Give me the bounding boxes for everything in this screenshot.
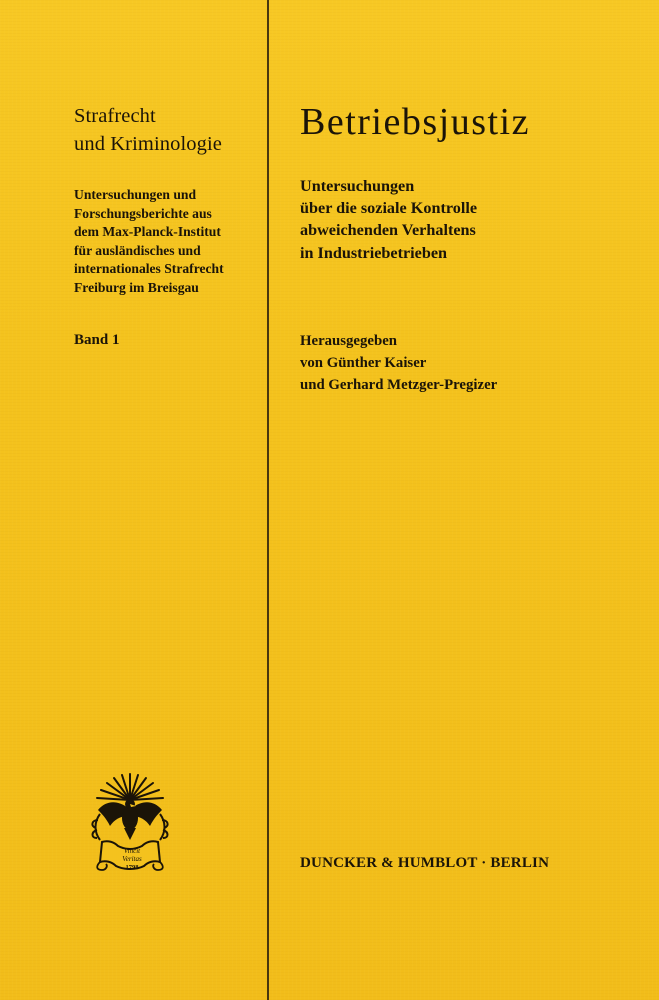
subtitle-line: in Industriebetrieben xyxy=(300,243,448,262)
banner-text: Vincit xyxy=(123,847,141,855)
series-description-line: dem Max-Planck-Institut xyxy=(74,224,221,240)
subtitle-line: abweichenden Verhaltens xyxy=(300,221,476,240)
publisher-imprint: DUNCKER & HUMBLOT · BERLIN xyxy=(300,855,550,871)
series-description-line: Freiburg im Breisgau xyxy=(74,279,199,295)
editor-line: von Günther Kaiser xyxy=(300,354,427,371)
banner-text: Veritas xyxy=(122,855,142,863)
banner-text: 1798 xyxy=(125,864,139,871)
volume-number: Band 1 xyxy=(74,332,120,348)
series-title xyxy=(74,102,264,158)
series-title-line: Strafrecht xyxy=(74,105,156,127)
editor-line: Herausgegeben xyxy=(300,333,397,349)
eagle-emblem-icon xyxy=(88,770,172,878)
series-description-line: Forschungsberichte aus xyxy=(74,205,212,221)
series-title-line: und Kriminologie xyxy=(74,133,222,155)
series-description xyxy=(74,186,266,298)
column-divider xyxy=(267,0,269,1000)
book-title: Betriebsjustiz xyxy=(300,101,530,143)
editor-line: und Gerhard Metzger-Pregizer xyxy=(300,376,498,393)
book-subtitle xyxy=(300,175,630,264)
series-description-line: internationales Strafrecht xyxy=(74,261,224,277)
subtitle-line: über die soziale Kontrolle xyxy=(300,199,478,218)
series-description-line: für ausländisches und xyxy=(74,242,201,258)
series-description-line: Untersuchungen und xyxy=(74,187,197,202)
subtitle-line: Untersuchungen xyxy=(300,177,415,195)
editors-block xyxy=(300,331,630,396)
